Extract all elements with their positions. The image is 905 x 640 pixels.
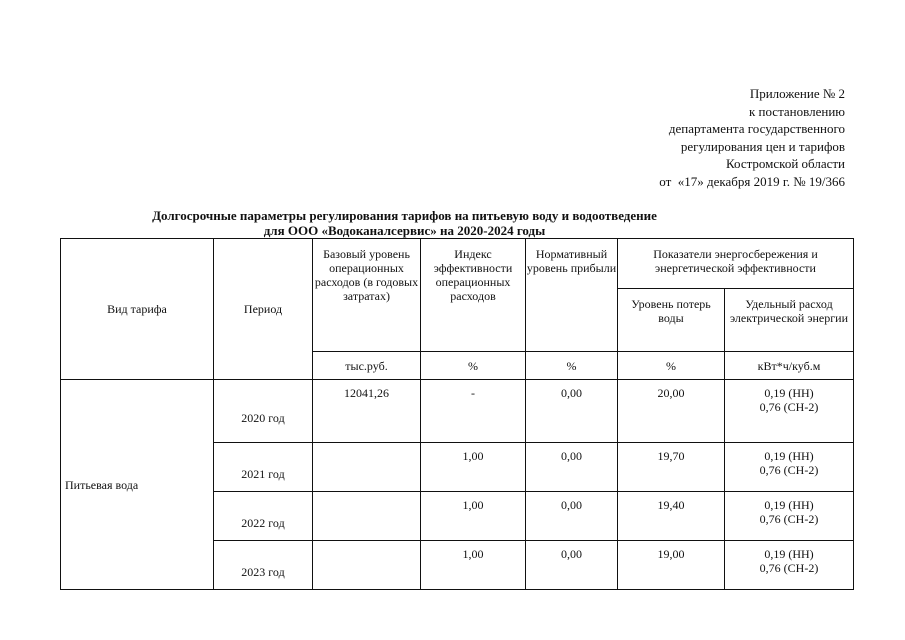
period-text: 2023 год — [241, 565, 285, 579]
consumption-line-1: 0,19 (НН) — [764, 547, 814, 561]
row-water-losses: 19,00 — [618, 541, 725, 590]
period-text: 2021 год — [241, 467, 285, 481]
row-efficiency-index: - — [421, 380, 526, 443]
period-text: 2022 год — [241, 516, 285, 530]
header-period: Период — [214, 239, 313, 380]
title-line-1: Долгосрочные параметры регулирования тарифов на питьевую воду и водоотведение — [152, 208, 657, 223]
appendix-line: регулирования цен и тарифов — [680, 138, 845, 154]
header-water-losses: Уровень потерь воды — [618, 289, 725, 352]
tariff-parameters-table — [60, 238, 854, 590]
header-tariff-type: Вид тарифа — [61, 239, 214, 380]
row-normative-profit: 0,00 — [526, 380, 618, 443]
row-water-losses: 20,00 — [618, 380, 725, 443]
title-line-2: для ООО «Водоканалсервис» на 2020-2024 годы — [263, 223, 546, 238]
appendix-block — [659, 85, 845, 190]
header-specific-consumption: Удельный расход электрической энергии — [725, 289, 854, 352]
unit-efficiency-index: % — [421, 352, 526, 380]
row-efficiency-index: 1,00 — [421, 541, 526, 590]
unit-base-level: тыс.руб. — [313, 352, 421, 380]
unit-specific-consumption: кВт*ч/куб.м — [725, 352, 854, 380]
unit-normative-profit: % — [526, 352, 618, 380]
row-water-losses: 19,40 — [618, 492, 725, 541]
table-row — [61, 380, 854, 443]
row-water-losses: 19,70 — [618, 443, 725, 492]
row-period — [214, 541, 313, 590]
period-text: 2020 год — [241, 411, 285, 425]
appendix-line: Костромской области — [725, 156, 845, 171]
appendix-date-line: от «17» декабря 2019 г. № 19/366 — [659, 173, 845, 189]
row-period — [214, 492, 313, 541]
consumption-line-1: 0,19 (НН) — [764, 386, 814, 400]
row-base-level — [313, 541, 421, 590]
consumption-line-1: 0,19 (НН) — [764, 449, 814, 463]
document-title — [60, 208, 853, 238]
header-energy-group: Показатели энергосбережения и энергетической эффективности — [618, 239, 854, 289]
row-normative-profit: 0,00 — [526, 541, 618, 590]
row-specific-consumption — [725, 443, 854, 492]
row-efficiency-index: 1,00 — [421, 492, 526, 541]
row-period — [214, 380, 313, 443]
tariff-label-drinking-water: Питьевая вода — [61, 380, 214, 590]
consumption-line-1: 0,19 (НН) — [764, 498, 814, 512]
consumption-line-2: 0,76 (СН-2) — [759, 400, 819, 414]
row-specific-consumption — [725, 541, 854, 590]
row-normative-profit: 0,00 — [526, 443, 618, 492]
appendix-line: департамента государственного — [668, 121, 845, 136]
appendix-line: Приложение № 2 — [749, 86, 845, 101]
row-base-level — [313, 443, 421, 492]
row-base-level — [313, 492, 421, 541]
row-specific-consumption — [725, 380, 854, 443]
consumption-line-2: 0,76 (СН-2) — [759, 463, 819, 477]
row-normative-profit: 0,00 — [526, 492, 618, 541]
row-base-level: 12041,26 — [313, 380, 421, 443]
header-efficiency-index: Индекс эффективности операционных расходов — [421, 239, 526, 352]
row-specific-consumption — [725, 492, 854, 541]
appendix-line: к постановлению — [748, 103, 845, 119]
consumption-line-2: 0,76 (СН-2) — [759, 512, 819, 526]
header-normative-profit: Нормативный уровень прибыли — [526, 239, 618, 352]
row-efficiency-index: 1,00 — [421, 443, 526, 492]
unit-water-losses: % — [618, 352, 725, 380]
consumption-line-2: 0,76 (СН-2) — [759, 561, 819, 575]
header-base-level: Базовый уровень операционных расходов (в годовых затратах) — [313, 239, 421, 352]
row-period — [214, 443, 313, 492]
